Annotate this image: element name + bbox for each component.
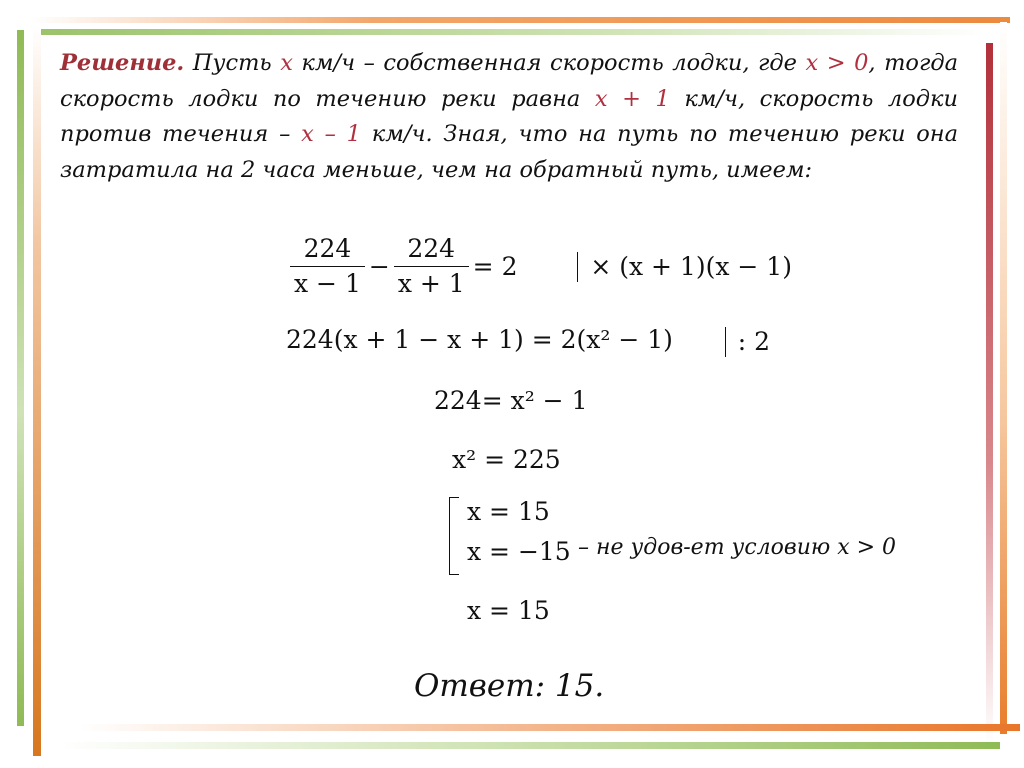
root-1: x = 15 bbox=[467, 497, 550, 526]
upstream-speed: x – 1 bbox=[301, 121, 361, 147]
top-orange-stripe bbox=[30, 17, 1010, 23]
bottom-orange-stripe bbox=[80, 724, 1020, 731]
equals-two: = 2 bbox=[472, 252, 518, 281]
left-green-stripe bbox=[17, 30, 24, 726]
operation-bar-2 bbox=[725, 327, 726, 357]
bottom-green-stripe bbox=[60, 742, 1000, 749]
right-orange-stripe bbox=[1000, 22, 1007, 734]
final-root: x = 15 bbox=[467, 596, 550, 625]
solution-text-2: км/ч – собственная скорость лодки, где bbox=[292, 50, 806, 76]
equation-2-expr: 224(x + 1 − x + 1) = 2(x² − 1) bbox=[286, 325, 673, 354]
downstream-speed: x + 1 bbox=[594, 85, 670, 112]
right-red-stripe bbox=[986, 43, 993, 743]
solution-text-4: км/ч, скорость лодки против течения – bbox=[60, 85, 958, 147]
solution-paragraph bbox=[60, 46, 958, 188]
equation-1 bbox=[290, 232, 796, 301]
fraction-2-numerator: 224 bbox=[394, 232, 469, 267]
equation-4: x² = 225 bbox=[452, 445, 561, 474]
root-2: x = −15 bbox=[467, 537, 571, 566]
divide-note: : 2 bbox=[737, 327, 771, 356]
fraction-2 bbox=[394, 232, 469, 301]
solution-text-3: , тогда скорость лодки по течению реки равна bbox=[60, 50, 959, 112]
minus-sign: − bbox=[368, 252, 390, 281]
rejection-note: – не удов-ет условию x > 0 bbox=[578, 535, 897, 560]
fraction-1-numerator: 224 bbox=[290, 232, 365, 267]
variable-x: x bbox=[280, 50, 293, 76]
fraction-2-denominator: x + 1 bbox=[397, 269, 465, 298]
fraction-1 bbox=[290, 232, 365, 301]
operation-bar bbox=[577, 252, 578, 282]
system-bracket bbox=[449, 497, 459, 575]
solution-text-5: км/ч. Зная, что на путь по течению реки она затратила на 2 часа меньше, чем на обратный путь, имеем: bbox=[60, 121, 959, 183]
solution-lead: Решение. bbox=[60, 50, 185, 76]
top-green-stripe bbox=[36, 29, 986, 35]
fraction-1-denominator: x − 1 bbox=[294, 269, 361, 298]
condition-x-positive: x > 0 bbox=[805, 50, 869, 76]
solution-text-1: Пусть bbox=[184, 50, 281, 76]
answer: Ответ: 15. bbox=[414, 668, 605, 704]
equation-3: 224= x² − 1 bbox=[434, 386, 588, 415]
left-brown-stripe bbox=[33, 26, 41, 756]
equation-2 bbox=[286, 325, 774, 357]
multiply-note: × (x + 1)(x − 1) bbox=[590, 252, 792, 281]
